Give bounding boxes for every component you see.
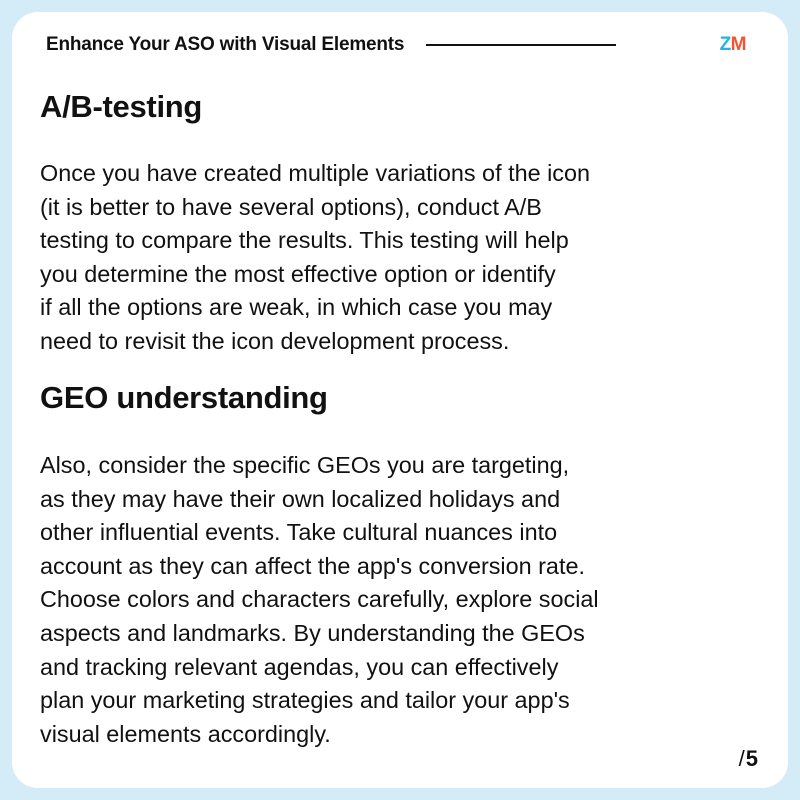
- paragraph-line: you determine the most effective option or identify: [40, 260, 556, 287]
- paragraph-ab-testing: [40, 157, 780, 359]
- logo-letter-m: M: [730, 34, 746, 55]
- paragraph-line: and tracking relevant agendas, you can effectively: [40, 653, 559, 680]
- page-number-slash: /: [738, 746, 745, 771]
- slide-header: [46, 30, 746, 60]
- paragraph-line: plan your marketing strategies and tailor your app's: [40, 687, 570, 714]
- paragraph-geo-understanding: [40, 449, 780, 751]
- paragraph-line: visual elements accordingly.: [40, 720, 331, 747]
- header-divider: [426, 44, 616, 46]
- section-title-ab-testing: A/B-testing: [40, 89, 203, 124]
- page-number-value: 5: [745, 746, 758, 771]
- paragraph-line: (it is better to have several options), conduct A/B: [40, 193, 542, 220]
- paragraph-line: aspects and landmarks. By understanding the GEOs: [40, 619, 585, 646]
- header-title: Enhance Your ASO with Visual Elements: [46, 34, 405, 55]
- brand-logo: [720, 34, 746, 56]
- paragraph-line: other influential events. Take cultural nuances into: [40, 519, 558, 546]
- paragraph-line: testing to compare the results. This testing will help: [40, 227, 569, 254]
- paragraph-line: account as they can affect the app's conversion rate.: [40, 552, 585, 579]
- paragraph-line: as they may have their own localized holidays and: [40, 485, 561, 512]
- logo-letter-z: Z: [719, 34, 731, 55]
- page-number: [739, 746, 758, 772]
- paragraph-line: need to revisit the icon development process.: [40, 327, 510, 354]
- paragraph-line: Once you have created multiple variations of the icon: [40, 160, 590, 186]
- paragraph-line: if all the options are weak, in which case you may: [40, 294, 553, 321]
- paragraph-line: Also, consider the specific GEOs you are targeting,: [40, 452, 570, 478]
- paragraph-line: Choose colors and characters carefully, explore social: [40, 586, 599, 613]
- section-title-geo-understanding: GEO understanding: [40, 380, 328, 415]
